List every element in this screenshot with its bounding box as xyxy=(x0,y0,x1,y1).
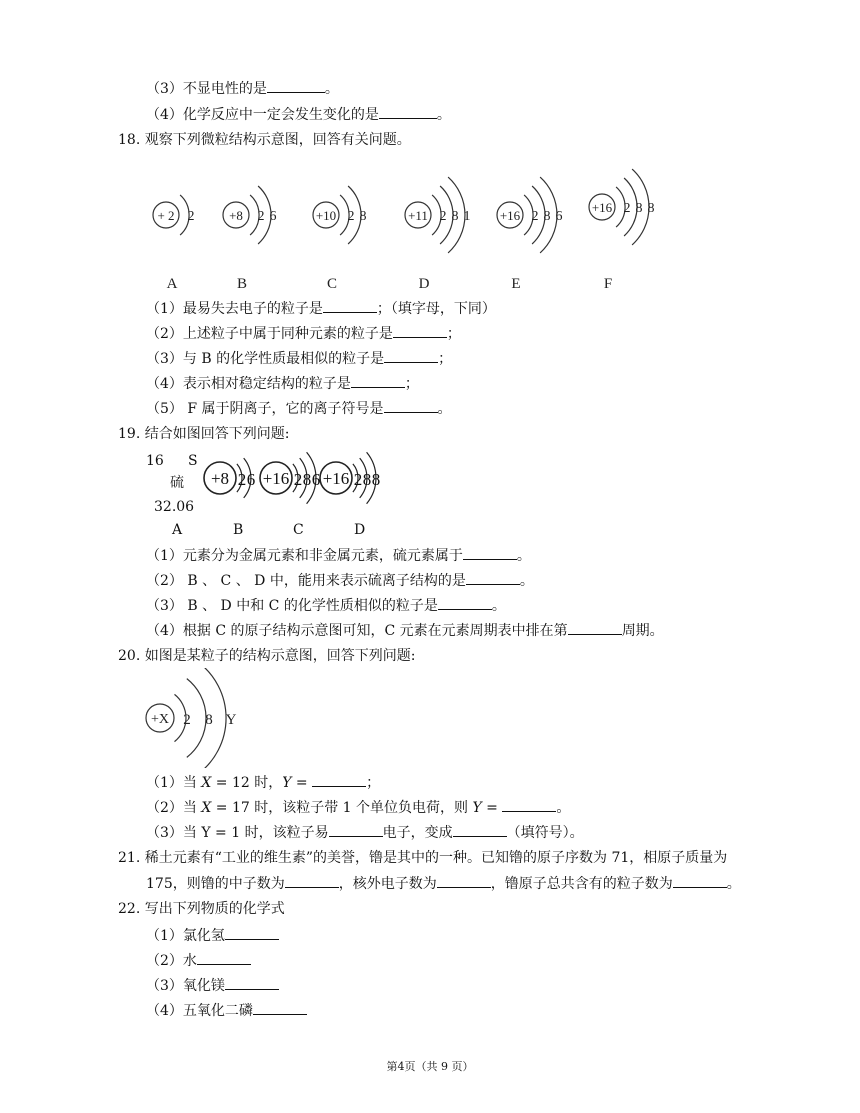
q20-s2-c: = xyxy=(481,800,503,816)
var-x: X xyxy=(201,800,212,816)
q18-atom-diagrams xyxy=(140,150,680,300)
element-mass: 32.06 xyxy=(154,499,195,515)
shell-electron-count: 2 xyxy=(183,712,191,728)
answer-blank[interactable] xyxy=(225,975,279,990)
q19-s1-text: （1）元素分为金属元素和非金属元素，硫元素属于 xyxy=(146,548,463,564)
answer-blank[interactable] xyxy=(329,822,383,837)
nucleus-charge: +8 xyxy=(229,208,243,223)
answer-blank[interactable] xyxy=(267,78,325,93)
answer-blank[interactable] xyxy=(312,772,366,787)
var-x: X xyxy=(201,775,212,791)
atom-label: B xyxy=(236,276,248,292)
q19-s3-text: （3） B 、 D 中和 C 的化学性质相似的粒子是 xyxy=(146,598,438,614)
nucleus-charge: +16 xyxy=(591,200,613,215)
shell-electron-count: 2 xyxy=(439,209,447,224)
q20-s1-a: （1）当 xyxy=(146,775,202,791)
q22-item-text: （4）五氧化二磷 xyxy=(146,1003,253,1019)
shell-electron-count: 2 xyxy=(353,470,363,489)
q22-item xyxy=(146,925,279,946)
q18-s2: （2）上述粒子中属于同种元素的粒子是 ； xyxy=(146,323,461,344)
q22-item-text: （2）水 xyxy=(146,953,197,969)
q18-s3-text: （3）与 B 的化学性质最相似的粒子是 xyxy=(146,351,385,367)
atom-label: D xyxy=(418,276,430,292)
q20-title: 20. 如图是某粒子的结构示意图，回答下列问题: xyxy=(118,648,416,664)
q19-s2-text: （2） B 、 C 、 D 中，能用来表示硫离子结构的是 xyxy=(146,573,466,589)
page-footer: 第4页（共 9 页） xyxy=(386,1060,474,1073)
q19-s4-tail: 周期。 xyxy=(621,623,664,639)
q20-s3-b: 电子，变成 xyxy=(382,825,453,841)
q19-label-a: A xyxy=(172,522,183,538)
q18-s4: （4）表示相对稳定结构的粒子是 ； xyxy=(146,373,419,394)
q20-s2-a: （2）当 xyxy=(146,800,202,816)
shell-electron-count: 8 xyxy=(362,470,372,489)
shell-electron-count: 8 xyxy=(359,209,367,224)
shell-electron-count: 8 xyxy=(647,201,655,216)
atom-label: C xyxy=(326,276,338,292)
q18-s4-text: （4）表示相对稳定结构的粒子是 xyxy=(146,376,351,392)
shell-electron-count: 1 xyxy=(463,209,471,224)
answer-blank[interactable] xyxy=(502,797,556,812)
answer-blank[interactable] xyxy=(393,323,447,338)
q19-s4 xyxy=(146,620,664,641)
q18-s5-text: （5） F 属于阴离子，它的离子符号是 xyxy=(146,401,384,417)
answer-blank[interactable] xyxy=(225,925,279,940)
q20-s1-b: = 12 时， xyxy=(211,775,283,791)
q19-label-c: C xyxy=(293,522,304,538)
q21-line2: 175，则镥的中子数为 ，核外电子数为 ，镥原子总共含有的粒子数为 。 xyxy=(146,873,741,894)
atom-label: F xyxy=(603,276,613,292)
shell-electron-count: 2 xyxy=(237,470,247,489)
q20-s2: （2）当 X = 17 时，该粒子带 1 个单位负电荷，则 Y = 。 xyxy=(146,797,570,818)
nucleus-charge: +8 xyxy=(210,469,230,488)
answer-blank[interactable] xyxy=(285,873,339,888)
q19-label-d: D xyxy=(354,522,366,538)
shell-electron-count: 6 xyxy=(246,470,256,489)
answer-blank[interactable] xyxy=(323,298,377,313)
answer-blank[interactable] xyxy=(568,620,622,635)
shell-electron-count: 2 xyxy=(293,470,303,489)
q19-label-b: B xyxy=(233,522,244,538)
shell-electron-count: 2 xyxy=(623,201,631,216)
shell-electron-count: 8 xyxy=(371,470,381,489)
q21-line2-a: 175，则镥的中子数为 xyxy=(146,876,285,892)
prev-q4: （4）化学反应中一定会发生变化的是 。 xyxy=(146,104,451,125)
shell-electron-count: Y xyxy=(225,712,237,728)
q22-item xyxy=(146,1000,307,1021)
q20-s1: （1）当 X = 12 时，Y = ； xyxy=(146,772,380,793)
q19-s1: （1）元素分为金属元素和非金属元素，硫元素属于 。 xyxy=(146,545,531,566)
q18-s3: （3）与 B 的化学性质最相似的粒子是 ； xyxy=(146,348,452,369)
answer-blank[interactable] xyxy=(351,373,405,388)
answer-blank[interactable] xyxy=(438,595,492,610)
q19-s3: （3） B 、 D 中和 C 的化学性质相似的粒子是 。 xyxy=(146,595,506,616)
element-name: 硫 xyxy=(170,475,184,491)
atom-label: E xyxy=(511,276,521,292)
q20-atom-diagram xyxy=(140,668,250,768)
answer-blank[interactable] xyxy=(437,873,491,888)
nucleus-charge: + 2 xyxy=(157,208,175,223)
q18-s1 xyxy=(146,298,496,319)
q22-item-text: （3）氧化镁 xyxy=(146,978,225,994)
q21-line2-c: ，镥原子总共含有的粒子数为 xyxy=(490,876,673,892)
q21-line2-b: ，核外电子数为 xyxy=(338,876,437,892)
answer-blank[interactable] xyxy=(384,398,438,413)
q20-s3-c: （填符号）。 xyxy=(506,825,584,841)
q22-item-text: （1）氯化氢 xyxy=(146,928,225,944)
answer-blank[interactable] xyxy=(453,822,507,837)
q18-title: 18. 观察下列微粒结构示意图，回答有关问题。 xyxy=(118,132,411,148)
shell-electron-count: 6 xyxy=(311,470,321,489)
q19-title: 19. 结合如图回答下列问题: xyxy=(118,426,290,442)
shell-electron-count: 2 xyxy=(347,209,355,224)
answer-blank[interactable] xyxy=(466,570,520,585)
nucleus-charge: +11 xyxy=(408,208,428,223)
q19-s2: （2） B 、 C 、 D 中，能用来表示硫离子结构的是 。 xyxy=(146,570,534,591)
answer-blank[interactable] xyxy=(253,1000,307,1015)
shell-electron-count: 2 xyxy=(257,209,265,224)
q18-s5: （5） F 属于阴离子，它的离子符号是 。 xyxy=(146,398,452,419)
shell-electron-count: 6 xyxy=(555,209,563,224)
shell-electron-count: 6 xyxy=(269,209,277,224)
q21-line1: 21. 稀土元素有“工业的维生素”的美誉，镥是其中的一种。已知镥的原子序数为 71，相原子质量为 xyxy=(118,850,728,866)
q20-s2-b: = 17 时，该粒子带 1 个单位负电荷，则 xyxy=(211,800,473,816)
answer-blank[interactable] xyxy=(384,348,438,363)
prev-q3: （3）不显电性的是 。 xyxy=(146,78,339,99)
q19-s4-text: （4）根据 C 的原子结构示意图可知，C 元素在元素周期表中排在第 xyxy=(146,623,568,639)
q22-item xyxy=(146,950,251,971)
nucleus-charge: +16 xyxy=(322,469,350,488)
element-number: 16 xyxy=(146,453,164,469)
q18-s1-text: （1）最易失去电子的粒子是 xyxy=(146,301,323,317)
nucleus-charge: +10 xyxy=(315,208,337,223)
answer-blank[interactable] xyxy=(379,104,437,119)
atom-label: A xyxy=(166,276,178,292)
nucleus-charge: +16 xyxy=(499,208,521,223)
answer-blank[interactable] xyxy=(197,950,251,965)
answer-blank[interactable] xyxy=(463,545,517,560)
shell-electron-count: 2 xyxy=(531,209,539,224)
q20-s1-c: = xyxy=(291,775,313,791)
shell-electron-count: 8 xyxy=(205,712,213,728)
q22-title: 22. 写出下列物质的化学式 xyxy=(118,901,285,917)
q18-s1-tail: ；（填字母，下同） xyxy=(376,301,496,317)
q20-s3-a: （3）当 Y = 1 时，该粒子易 xyxy=(146,825,329,841)
var-y: Y xyxy=(472,800,482,816)
shell-electron-count: 8 xyxy=(635,201,643,216)
q19-atom-diagrams xyxy=(198,448,398,508)
var-y: Y xyxy=(282,775,292,791)
q20-s3 xyxy=(146,822,584,843)
answer-blank[interactable] xyxy=(673,873,727,888)
prev-q3-text: （3）不显电性的是 xyxy=(146,81,267,97)
nucleus-charge: +X xyxy=(150,712,170,727)
shell-electron-count: 8 xyxy=(302,470,312,489)
shell-electron-count: 2 xyxy=(187,209,195,224)
element-symbol: S xyxy=(188,453,198,469)
shell-electron-count: 8 xyxy=(451,209,459,224)
q18-s2-text: （2）上述粒子中属于同种元素的粒子是 xyxy=(146,326,393,342)
prev-q4-text: （4）化学反应中一定会发生变化的是 xyxy=(146,107,379,123)
q22-item xyxy=(146,975,279,996)
nucleus-charge: +16 xyxy=(262,469,290,488)
shell-electron-count: 8 xyxy=(543,209,551,224)
